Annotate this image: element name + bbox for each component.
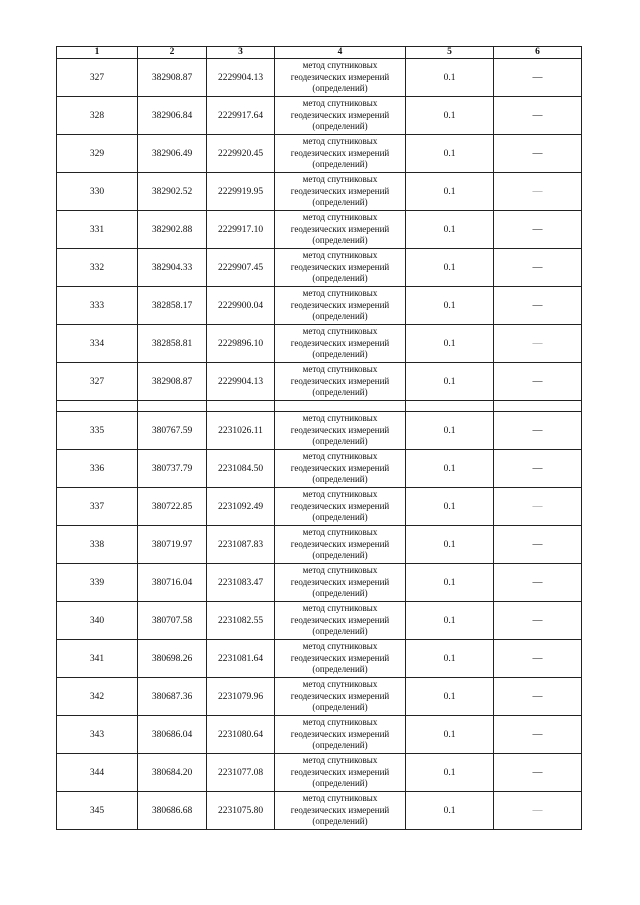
point-number-cell: 330 [57, 173, 138, 211]
accuracy-cell: 0.1 [406, 488, 494, 526]
accuracy-cell: 0.1 [406, 412, 494, 450]
method-line: метод спутниковых [302, 326, 378, 337]
x-coordinate-cell: 382908.87 [138, 363, 207, 401]
method-cell [275, 287, 406, 325]
point-number-cell: 337 [57, 488, 138, 526]
note-cell [494, 450, 582, 488]
point-number-cell: 335 [57, 412, 138, 450]
empty-cell [494, 401, 582, 412]
method-line: (определений) [312, 436, 368, 447]
method-line: геодезических измерений [290, 299, 390, 310]
table-row [57, 602, 582, 640]
empty-cell [207, 401, 275, 412]
y-coordinate-cell: 2229896.10 [207, 325, 275, 363]
y-coordinate-cell: 2229917.10 [207, 211, 275, 249]
point-number-cell: 328 [57, 97, 138, 135]
method-line: (определений) [312, 778, 368, 789]
table-row [57, 450, 582, 488]
table-row [57, 640, 582, 678]
y-coordinate-cell: 2229907.45 [207, 249, 275, 287]
dash-mark: — [532, 72, 543, 83]
note-cell [494, 488, 582, 526]
note-cell [494, 325, 582, 363]
point-number-cell: 342 [57, 678, 138, 716]
method-cell [275, 450, 406, 488]
method-line: геодезических измерений [290, 500, 390, 511]
method-line: геодезических измерений [290, 804, 390, 815]
method-line: (определений) [312, 816, 368, 827]
method-line: (определений) [312, 311, 368, 322]
header-cell-5: 5 [406, 47, 494, 59]
table-row [57, 211, 582, 249]
note-cell [494, 792, 582, 830]
note-cell [494, 716, 582, 754]
y-coordinate-cell: 2231026.11 [207, 412, 275, 450]
y-coordinate-cell: 2229920.45 [207, 135, 275, 173]
method-line: (определений) [312, 664, 368, 675]
dash-mark: — [532, 653, 543, 664]
table-row [57, 412, 582, 450]
point-number-cell: 333 [57, 287, 138, 325]
table-row [57, 792, 582, 830]
accuracy-cell: 0.1 [406, 287, 494, 325]
dash-mark: — [532, 148, 543, 159]
method-line: геодезических измерений [290, 185, 390, 196]
method-line: метод спутниковых [302, 451, 378, 462]
note-cell [494, 526, 582, 564]
method-line: метод спутниковых [302, 717, 378, 728]
dash-mark: — [532, 539, 543, 550]
y-coordinate-cell: 2229919.95 [207, 173, 275, 211]
note-cell [494, 640, 582, 678]
x-coordinate-cell: 382906.84 [138, 97, 207, 135]
note-cell [494, 287, 582, 325]
table-body [57, 59, 582, 830]
method-cell [275, 792, 406, 830]
method-line: геодезических измерений [290, 728, 390, 739]
method-line: (определений) [312, 626, 368, 637]
header-cell-4: 4 [275, 47, 406, 59]
y-coordinate-cell: 2231087.83 [207, 526, 275, 564]
method-line: (определений) [312, 159, 368, 170]
dash-mark: — [532, 767, 543, 778]
note-cell [494, 135, 582, 173]
x-coordinate-cell: 380698.26 [138, 640, 207, 678]
x-coordinate-cell: 380686.68 [138, 792, 207, 830]
method-line: (определений) [312, 512, 368, 523]
point-number-cell: 327 [57, 59, 138, 97]
y-coordinate-cell: 2231092.49 [207, 488, 275, 526]
method-cell [275, 325, 406, 363]
accuracy-cell: 0.1 [406, 450, 494, 488]
method-line: метод спутниковых [302, 212, 378, 223]
method-line: метод спутниковых [302, 679, 378, 690]
y-coordinate-cell: 2231084.50 [207, 450, 275, 488]
method-line: (определений) [312, 197, 368, 208]
method-cell [275, 412, 406, 450]
x-coordinate-cell: 382902.88 [138, 211, 207, 249]
y-coordinate-cell: 2231082.55 [207, 602, 275, 640]
table-row [57, 287, 582, 325]
point-number-cell: 339 [57, 564, 138, 602]
dash-mark: — [532, 729, 543, 740]
dash-mark: — [532, 615, 543, 626]
method-cell [275, 363, 406, 401]
method-cell [275, 488, 406, 526]
method-cell [275, 526, 406, 564]
method-line: геодезических измерений [290, 71, 390, 82]
dash-mark: — [532, 300, 543, 311]
x-coordinate-cell: 380707.58 [138, 602, 207, 640]
method-line: метод спутниковых [302, 364, 378, 375]
method-cell [275, 59, 406, 97]
method-line: (определений) [312, 740, 368, 751]
empty-cell [57, 401, 138, 412]
dash-mark: — [532, 501, 543, 512]
method-line: (определений) [312, 83, 368, 94]
accuracy-cell: 0.1 [406, 640, 494, 678]
accuracy-cell: 0.1 [406, 678, 494, 716]
method-line: (определений) [312, 121, 368, 132]
method-line: метод спутниковых [302, 603, 378, 614]
note-cell [494, 678, 582, 716]
dash-mark: — [532, 376, 543, 387]
point-number-cell: 327 [57, 363, 138, 401]
method-cell [275, 678, 406, 716]
y-coordinate-cell: 2231077.08 [207, 754, 275, 792]
method-line: геодезических измерений [290, 261, 390, 272]
accuracy-cell: 0.1 [406, 754, 494, 792]
x-coordinate-cell: 382902.52 [138, 173, 207, 211]
method-line: геодезических измерений [290, 538, 390, 549]
y-coordinate-cell: 2229900.04 [207, 287, 275, 325]
point-number-cell: 341 [57, 640, 138, 678]
method-line: геодезических измерений [290, 147, 390, 158]
method-cell [275, 754, 406, 792]
x-coordinate-cell: 382858.81 [138, 325, 207, 363]
method-line: метод спутниковых [302, 288, 378, 299]
x-coordinate-cell: 382906.49 [138, 135, 207, 173]
method-line: геодезических измерений [290, 375, 390, 386]
header-cell-3: 3 [207, 47, 275, 59]
x-coordinate-cell: 380767.59 [138, 412, 207, 450]
note-cell [494, 564, 582, 602]
method-cell [275, 135, 406, 173]
y-coordinate-cell: 2231079.96 [207, 678, 275, 716]
method-line: (определений) [312, 474, 368, 485]
table-row [57, 363, 582, 401]
accuracy-cell: 0.1 [406, 325, 494, 363]
method-line: метод спутниковых [302, 60, 378, 71]
method-line: (определений) [312, 273, 368, 284]
method-line: геодезических измерений [290, 109, 390, 120]
table-row [57, 135, 582, 173]
empty-cell [275, 401, 406, 412]
accuracy-cell: 0.1 [406, 564, 494, 602]
dash-mark: — [532, 463, 543, 474]
method-line: (определений) [312, 702, 368, 713]
method-line: геодезических измерений [290, 223, 390, 234]
accuracy-cell: 0.1 [406, 792, 494, 830]
dash-mark: — [532, 186, 543, 197]
table-row [57, 173, 582, 211]
note-cell [494, 412, 582, 450]
method-line: метод спутниковых [302, 136, 378, 147]
method-line: метод спутниковых [302, 641, 378, 652]
x-coordinate-cell: 382904.33 [138, 249, 207, 287]
note-cell [494, 97, 582, 135]
table-row [57, 249, 582, 287]
dash-mark: — [532, 425, 543, 436]
table-spacer-row [57, 401, 582, 412]
method-line: метод спутниковых [302, 250, 378, 261]
y-coordinate-cell: 2231081.64 [207, 640, 275, 678]
accuracy-cell: 0.1 [406, 97, 494, 135]
method-line: геодезических измерений [290, 576, 390, 587]
method-line: (определений) [312, 387, 368, 398]
method-cell [275, 173, 406, 211]
y-coordinate-cell: 2231080.64 [207, 716, 275, 754]
header-cell-6: 6 [494, 47, 582, 59]
header-cell-1: 1 [57, 47, 138, 59]
y-coordinate-cell: 2231083.47 [207, 564, 275, 602]
dash-mark: — [532, 805, 543, 816]
method-line: (определений) [312, 588, 368, 599]
method-cell [275, 564, 406, 602]
point-number-cell: 344 [57, 754, 138, 792]
header-cell-2: 2 [138, 47, 207, 59]
note-cell [494, 249, 582, 287]
table-row [57, 678, 582, 716]
y-coordinate-cell: 2229904.13 [207, 59, 275, 97]
accuracy-cell: 0.1 [406, 211, 494, 249]
note-cell [494, 602, 582, 640]
method-line: геодезических измерений [290, 337, 390, 348]
method-line: (определений) [312, 550, 368, 561]
dash-mark: — [532, 224, 543, 235]
y-coordinate-cell: 2231075.80 [207, 792, 275, 830]
accuracy-cell: 0.1 [406, 173, 494, 211]
document-page [56, 46, 581, 830]
dash-mark: — [532, 691, 543, 702]
accuracy-cell: 0.1 [406, 135, 494, 173]
note-cell [494, 211, 582, 249]
method-line: метод спутниковых [302, 489, 378, 500]
x-coordinate-cell: 380737.79 [138, 450, 207, 488]
note-cell [494, 173, 582, 211]
method-line: метод спутниковых [302, 793, 378, 804]
empty-cell [138, 401, 207, 412]
method-cell [275, 602, 406, 640]
x-coordinate-cell: 382858.17 [138, 287, 207, 325]
point-number-cell: 331 [57, 211, 138, 249]
x-coordinate-cell: 380716.04 [138, 564, 207, 602]
method-line: геодезических измерений [290, 424, 390, 435]
table-row [57, 564, 582, 602]
x-coordinate-cell: 380684.20 [138, 754, 207, 792]
method-cell [275, 716, 406, 754]
table-row [57, 59, 582, 97]
accuracy-cell: 0.1 [406, 526, 494, 564]
method-line: геодезических измерений [290, 652, 390, 663]
dash-mark: — [532, 262, 543, 273]
empty-cell [406, 401, 494, 412]
method-line: метод спутниковых [302, 174, 378, 185]
table-row [57, 716, 582, 754]
y-coordinate-cell: 2229917.64 [207, 97, 275, 135]
x-coordinate-cell: 382908.87 [138, 59, 207, 97]
x-coordinate-cell: 380722.85 [138, 488, 207, 526]
accuracy-cell: 0.1 [406, 59, 494, 97]
table-row [57, 526, 582, 564]
table-row [57, 754, 582, 792]
point-number-cell: 343 [57, 716, 138, 754]
method-line: метод спутниковых [302, 755, 378, 766]
table-row [57, 97, 582, 135]
note-cell [494, 754, 582, 792]
method-cell [275, 640, 406, 678]
method-cell [275, 97, 406, 135]
method-line: метод спутниковых [302, 527, 378, 538]
method-cell [275, 249, 406, 287]
x-coordinate-cell: 380686.04 [138, 716, 207, 754]
note-cell [494, 59, 582, 97]
dash-mark: — [532, 577, 543, 588]
method-line: геодезических измерений [290, 614, 390, 625]
point-number-cell: 338 [57, 526, 138, 564]
point-number-cell: 336 [57, 450, 138, 488]
dash-mark: — [532, 338, 543, 349]
accuracy-cell: 0.1 [406, 716, 494, 754]
table-row [57, 488, 582, 526]
table-header-row [57, 47, 582, 59]
method-line: метод спутниковых [302, 565, 378, 576]
accuracy-cell: 0.1 [406, 249, 494, 287]
note-cell [494, 363, 582, 401]
accuracy-cell: 0.1 [406, 602, 494, 640]
y-coordinate-cell: 2229904.13 [207, 363, 275, 401]
point-number-cell: 340 [57, 602, 138, 640]
coordinates-table [56, 46, 582, 830]
point-number-cell: 345 [57, 792, 138, 830]
x-coordinate-cell: 380719.97 [138, 526, 207, 564]
method-line: геодезических измерений [290, 690, 390, 701]
table-row [57, 325, 582, 363]
method-cell [275, 211, 406, 249]
method-line: геодезических измерений [290, 766, 390, 777]
x-coordinate-cell: 380687.36 [138, 678, 207, 716]
accuracy-cell: 0.1 [406, 363, 494, 401]
point-number-cell: 332 [57, 249, 138, 287]
dash-mark: — [532, 110, 543, 121]
method-line: метод спутниковых [302, 413, 378, 424]
point-number-cell: 329 [57, 135, 138, 173]
method-line: метод спутниковых [302, 98, 378, 109]
point-number-cell: 334 [57, 325, 138, 363]
method-line: (определений) [312, 235, 368, 246]
method-line: (определений) [312, 349, 368, 360]
method-line: геодезических измерений [290, 462, 390, 473]
